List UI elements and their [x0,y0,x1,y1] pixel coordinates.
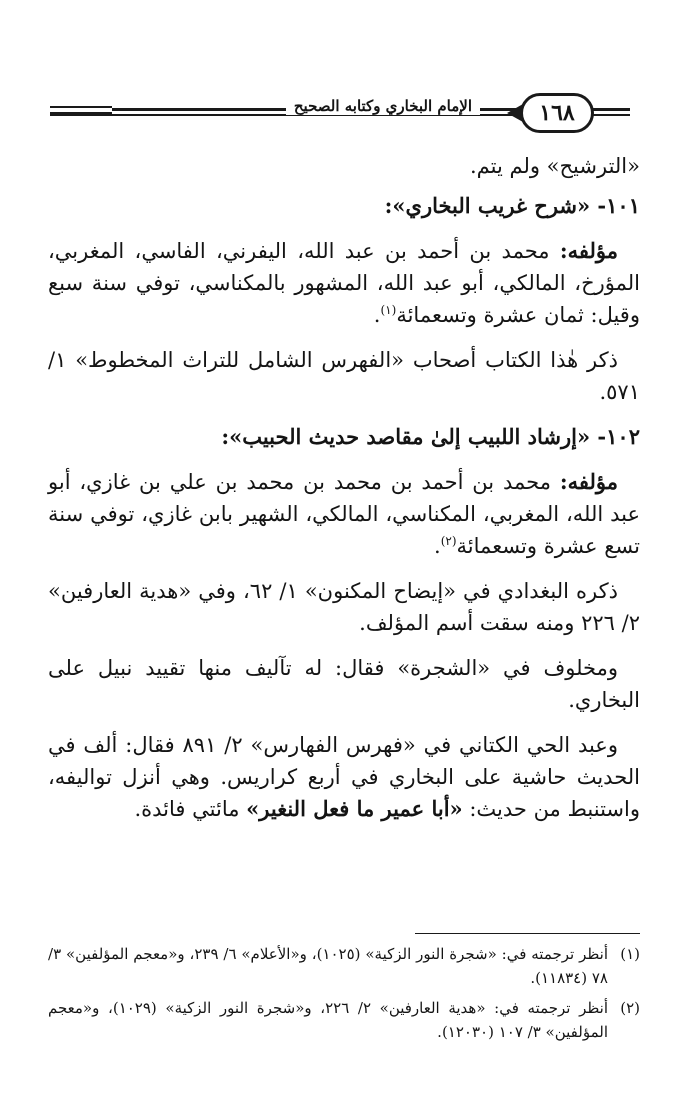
footnote-ref-1[interactable]: (١) [380,303,397,317]
footnote-separator [415,933,640,934]
hadith-title: «أبا عمير ما فعل النغير» [246,796,463,821]
footnotes [48,942,640,1050]
footnote-ref-2[interactable]: (٢) [440,534,457,548]
entry-heading-101: ١٠١- «شرح غريب البخاري»: [384,193,640,218]
paragraph-source-101: ذكر هٰذا الكتاب أصحاب «الفهرس الشامل للتراث المخطوط» ١/ ٥٧١. [48,348,640,404]
header-ornament [50,106,112,114]
paragraph-kattani: وعبد الحي الكتاني في «فهرس الفهارس» ٢/ ٨٩١ فقال: ألف في الحديث حاشية على البخاري في أربع كراريس. وهي أنزل تواليفه، واستنبط من حديث: «أبا عمير ما فعل النغير» مائتي فائدة. [48,733,640,821]
footnote-number: (٢) [620,999,640,1017]
paragraph-author-101: مؤلفه: محمد بن أحمد بن عبد الله، اليفرني، الفاسي، المغربي، المؤرخ، المالكي، أبو عبد الله، المشهور بالمكناسي، توفي سنة سبع وقيل: ثمان عشرة وتسعمائة$^{(١)}$. [48,238,640,327]
author-text: محمد بن أحمد بن عبد الله، اليفرني، الفاسي، المغربي، المؤرخ، المالكي، أبو عبد الله، المشهور بالمكناسي، توفي سنة سبع وقيل: ثمان عشرة وتسعمائة [48,239,640,327]
paragraph-author-102: مؤلفه: محمد بن أحمد بن محمد بن محمد بن علي بن غازي، أبو عبد الله، المغربي، المكناسي، المالكي، الشهير بابن غازي، توفي سنة تسع عشرة وتسعمائة$^{(٢)}$. [48,469,640,558]
page-number: ١٦٨ [520,93,594,133]
footnote-1 [48,942,640,990]
footnote-2 [48,996,640,1044]
paragraph-makhlouf: ومخلوف في «الشجرة» فقال: له تآليف منها تقييد نبيل على البخاري. [48,656,640,712]
paragraph-continuation: «الترشيح» ولم يتم. [469,154,640,178]
author-label: مؤلفه: [559,469,618,494]
entry-heading-102: ١٠٢- «إرشاد اللبيب إلىٰ مقاصد حديث الحبيب»: [221,424,640,449]
paragraph-source-102: ذكره البغدادي في «إيضاح المكنون» ١/ ٦٢، وفي «هدية العارفين» ٢/ ٢٢٦ ومنه سقت أسم المؤلف. [48,579,640,635]
running-title: الإمام البخاري وكتابه الصحيح [286,97,480,115]
main-text [48,150,640,825]
author-text: محمد بن أحمد بن محمد بن محمد بن علي بن غازي، أبو عبد الله، المغربي، المكناسي، المالكي، الشهير بابن غازي، توفي سنة تسع عشرة وتسعمائة [48,470,640,558]
page-header [50,93,630,139]
footnote-text: أنظر ترجمته في: «شجرة النور الزكية» (١٠٢٥)، و«الأعلام» ٦/ ٢٣٩، و«معجم المؤلفين» ٣/ ٧٨ (١١٨٣٤). [48,945,608,987]
footnote-text: أنظر ترجمته في: «هدية العارفين» ٢/ ٢٢٦، و«شجرة النور الزكية» (١٠٢٩)، و«معجم المؤلفين» ٣/ ١٠٧ (١٢٠٣٠). [48,999,609,1041]
footnote-number: (١) [620,945,640,963]
author-label: مؤلفه: [559,238,618,263]
